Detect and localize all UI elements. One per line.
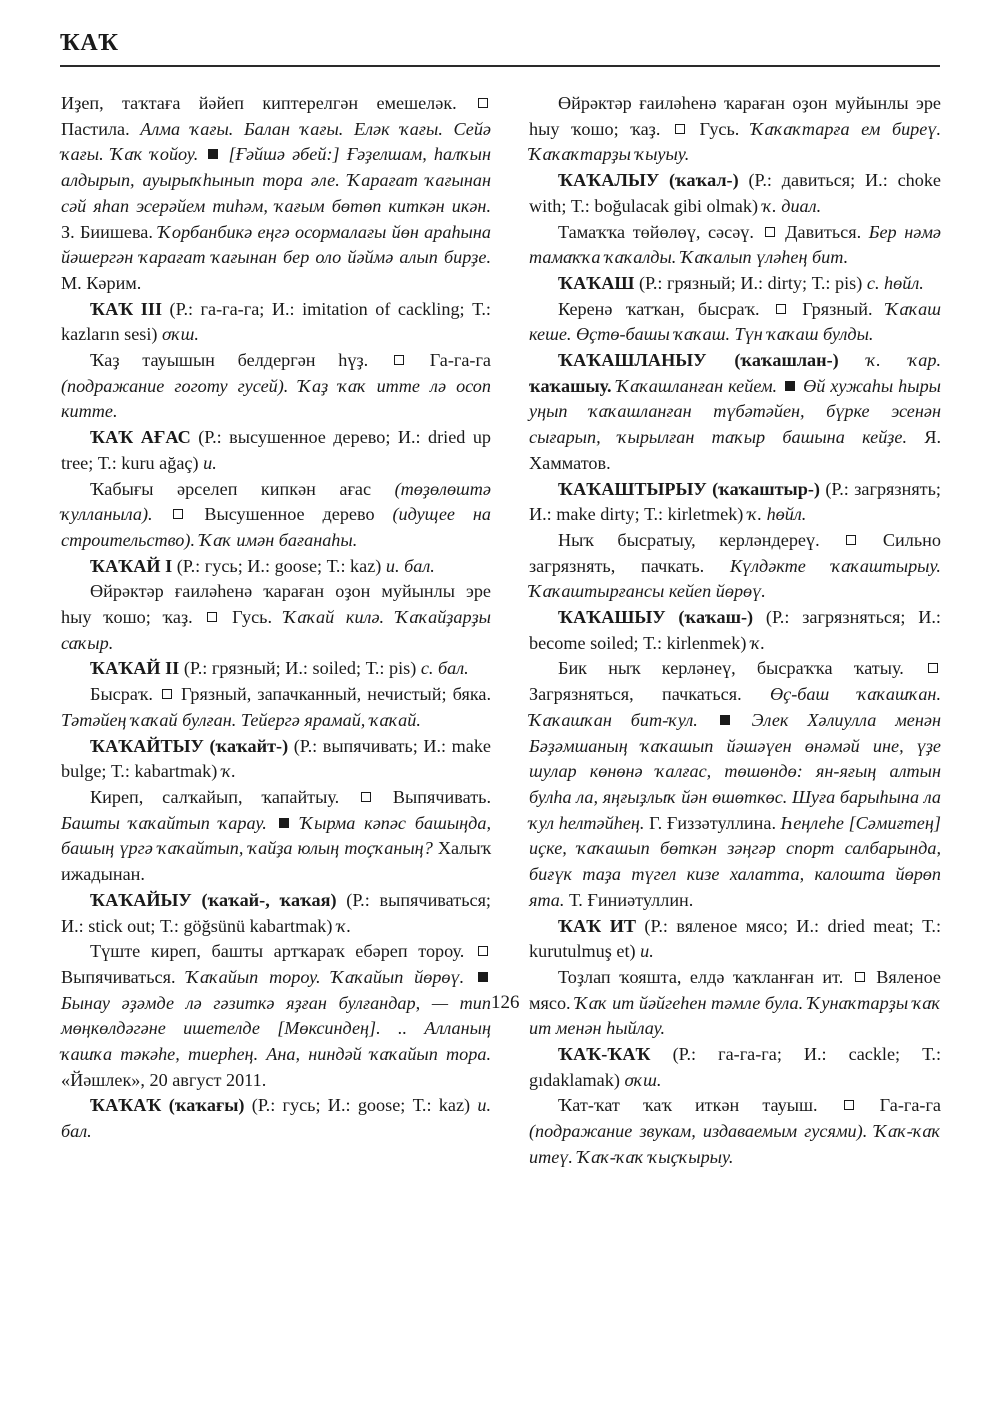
headword: ҠАҠАЛЫУ (ҡаҡал-)	[558, 170, 739, 191]
text: (Р.: га-га-га; И.: imitation of cackling; Т.: kazların sesi)	[61, 298, 491, 345]
italic-text: Ҡаҡашланған кейем.	[611, 375, 783, 396]
text: Га-га-га	[856, 1095, 941, 1116]
text: (Р.: грязный; И.: dirty; Т.: pis)	[634, 272, 867, 293]
page-number: 126	[491, 992, 520, 1013]
headword: ҠАҠ ИТ	[558, 915, 636, 936]
text: Түште киреп, башты артҡараҡ ебәреп тороу.	[90, 941, 475, 962]
text: (Р.: гусь; И.: goose; Т.: kaz)	[172, 555, 386, 576]
open-square-icon	[765, 227, 775, 237]
text: Выпячивать.	[374, 786, 491, 807]
definition-paragraph	[61, 682, 491, 733]
italic-text: и. бал.	[385, 555, 435, 576]
text: Сильно загрязнять, пачкать.	[529, 529, 941, 576]
definition-paragraph	[529, 528, 941, 605]
headword: ҠАҠАШ	[558, 272, 635, 293]
definition-paragraph	[529, 1093, 941, 1170]
text: Вяленое мясо.	[529, 966, 941, 1013]
dictionary-entry-head	[61, 734, 491, 785]
definition-paragraph	[529, 297, 941, 348]
italic-text: с. һөйл.	[866, 272, 924, 293]
headword: ҠАҠАШЛАНЫУ (ҡаҡашлан-)	[558, 350, 839, 371]
definition-paragraph	[529, 220, 941, 271]
definition-paragraph	[61, 785, 491, 888]
dictionary-entry-head	[61, 554, 491, 580]
text: Г. Ғиззәтуллина.	[644, 812, 781, 833]
text: Гусь.	[220, 607, 284, 628]
open-square-icon	[162, 689, 172, 699]
dictionary-entry-head	[529, 605, 941, 656]
definition-paragraph	[529, 656, 941, 913]
text: Бысраҡ.	[90, 684, 159, 705]
text: Загрязняться, пачкаться.	[529, 684, 771, 705]
text: Давиться.	[777, 221, 869, 242]
filled-square-icon	[279, 818, 289, 828]
italic-text: (подражание звукам, издаваемым гусями). Ҡаҡ-ҡаҡ итеү. Ҡаҡ-ҡаҡ ҡыҫҡырыу.	[529, 1121, 941, 1167]
italic-text: оҡш.	[162, 324, 199, 345]
italic-text: Өҫ-баш ҡаҡашҡан. Ҡаҡашҡан бит-ҡул.	[529, 684, 941, 730]
italic-text: ҡ.	[337, 915, 352, 936]
text	[153, 504, 171, 524]
headword: ҠАҠ III	[90, 298, 163, 319]
dictionary-entry-head	[529, 348, 941, 477]
text: М. Кәрим.	[61, 272, 142, 293]
dictionary-entry-head	[529, 477, 941, 528]
running-head: ҠАҠ	[60, 30, 119, 56]
text: Высушенное дерево	[186, 504, 393, 525]
text: Ҡат-ҡат ҡаҡ иткән тауыш.	[558, 1095, 841, 1116]
text: (Р.: выпячивать; И.: make bulge; Т.: kabartmak)	[61, 735, 491, 782]
italic-text: Ҡаҡаҡтарға ем биреү. Ҡаҡаҡтарҙы ҡыуыу.	[529, 118, 941, 165]
italic-text: Ҡаҡ ит йәйгеһен тәмле була. Ҡунаҡтарҙы ҡаҡ ит менән һыйлау.	[529, 992, 941, 1039]
text: Бик ныҡ керләнеү, бысраҡҡа ҡатыу.	[558, 658, 925, 679]
definition-paragraph	[61, 939, 491, 1093]
open-square-icon	[173, 509, 183, 519]
text: Га-га-га	[406, 350, 492, 371]
text: Выпячиваться.	[61, 966, 187, 987]
text: Грязный.	[788, 298, 886, 319]
italic-text: и. бал.	[61, 1095, 492, 1142]
italic-text: ҡ. ҡар.	[838, 350, 942, 371]
text: Өйрәктәр ғаиләһенә ҡараған оҙон муйынлы эре һыу ҡошо; ҡаҙ.	[61, 581, 491, 628]
text: Грязный, запачканный, нечистый; бяка.	[174, 684, 491, 705]
definition-paragraph	[529, 965, 941, 1042]
text: Гусь.	[687, 118, 751, 139]
italic-text: и.	[640, 941, 654, 962]
open-square-icon	[844, 1100, 854, 1110]
header-rule	[60, 65, 940, 67]
filled-square-icon	[478, 972, 488, 982]
headword: ҠАҠАЙ II	[90, 658, 180, 679]
open-square-icon	[361, 792, 371, 802]
headword: ҠАҠАЙЫУ (ҡаҡай-, ҡаҡая)	[90, 889, 337, 910]
text: Ҡаҙ тауышын белдергән һүҙ.	[90, 350, 391, 371]
text: «Йәшлек», 20 август 2011.	[61, 1069, 267, 1090]
definition-paragraph	[529, 91, 941, 168]
italic-text: Тәтәйең ҡаҡай булған. Тейергә ярамай, ҡаҡай.	[61, 709, 421, 730]
italic-text: Ҡаҡайып тороу. Ҡаҡайып йөрөү.	[186, 966, 475, 987]
filled-square-icon	[720, 715, 730, 725]
italic-text: ҡ. диал.	[762, 195, 822, 216]
text: (Р.: выпячиваться; И.: stick out; Т.: göğsünü kabartmak)	[61, 889, 491, 936]
italic-text: Ҡаҡаш кеше. Өҫтө-башы ҡаҡаш. Түн ҡаҡаш булды.	[529, 298, 941, 345]
text: Киреп, салҡайып, ҡапайтыу.	[90, 786, 359, 807]
left-column	[61, 91, 491, 1145]
open-square-icon	[394, 355, 404, 365]
italic-text: ҡ.	[221, 761, 236, 782]
open-square-icon	[855, 972, 865, 982]
definition-paragraph	[61, 579, 491, 656]
definition-paragraph	[61, 348, 491, 425]
filled-square-icon	[785, 381, 795, 391]
headword: ҠАҠАЙТЫУ (ҡаҡайт-)	[90, 735, 289, 756]
open-square-icon	[928, 663, 938, 673]
headword: ҠАҠАҠ (ҡаҡағы)	[90, 1095, 245, 1116]
text: Өйрәктәр ғаиләһенә ҡараған оҙон муйынлы эре һыу ҡошо; ҡаҙ.	[529, 93, 941, 139]
headword: ҠАҠАШТЫРЫУ (ҡаҡаштыр-)	[558, 478, 820, 499]
text: (Р.: га-га-га; И.: cackle; Т.: gıdaklamak)	[529, 1044, 941, 1090]
text: Тамаҡҡа төйөлөү, сәсәү.	[558, 221, 762, 242]
dictionary-entry-head	[61, 1093, 491, 1144]
text: Я. Хамматов.	[529, 427, 941, 473]
text: (Р.: загрязняться; И.: become soiled; Т.: kirlenmek)	[529, 607, 941, 653]
text: Керенә ҡатҡан, бысраҡ.	[558, 298, 773, 319]
dictionary-entry-head	[529, 271, 941, 297]
dictionary-entry-head	[61, 425, 491, 476]
text: (Р.: давиться; И.: choke with; Т.: boğulacak gibi olmak)	[529, 170, 941, 216]
headword: ҠАҠАШЫУ (ҡаҡаш-)	[558, 607, 754, 628]
definition-paragraph	[61, 477, 491, 554]
dictionary-entry-head	[529, 168, 941, 219]
dictionary-entry-head	[61, 888, 491, 939]
italic-text: [Ғәйшә әбей:] Ғәҙелшам, һалҡын алдырып, ауырыҡһынып тора әле. Ҡарағат ҡағынан сәй яһап эсерәйем тиһәм, ҡағым бөтөп киткән икән.	[61, 144, 491, 216]
italic-text: ҡ. һөйл.	[747, 504, 807, 525]
italic-text: Ҡырма кәпәс башыңда, башың үргә ҡаҡайтып, ҡайҙа юлың тоҫҡаның?	[61, 812, 491, 859]
italic-text: (төҙөлөштә ҡулланыла).	[61, 478, 491, 525]
italic-text: Ҡаҡай килә. Ҡаҡайҙарҙы саҡыр.	[61, 607, 491, 653]
text: (Р.: загрязнять; И.: make dirty; Т.: kirletmek)	[529, 478, 941, 525]
right-column	[529, 91, 941, 1171]
text: Пастила.	[61, 118, 141, 139]
text: (Р.: высушенное дерево; И.: dried up tree; Т.: kuru ağaç)	[61, 427, 492, 473]
italic-text: оҡш.	[624, 1069, 662, 1090]
text: Тоҙлап ҡояшта, елдә ҡаҡланған ит.	[558, 966, 852, 987]
italic-text: Бынау әҙәмде лә гәзиткә яҙған булғандар, — тип мөңкөлдәгәне ишетелде [Мөксиндең]. .. Алланың ҡашҡа тәкәһе, тиерһең. Ана, ниндәй ҡаҡайып тора.	[61, 992, 491, 1065]
text: (Р.: грязный; И.: soiled; Т.: pis)	[179, 658, 421, 679]
text: (Р.: вяленое мясо; И.: dried meat; Т.: kurutulmuş et)	[529, 915, 941, 962]
dictionary-entry-head	[61, 297, 491, 348]
text: Иҙеп, таҡтаға йәйеп киптерелгән емешеләк.	[61, 93, 475, 113]
italic-text: Өй хужаһы һыры уңып ҡаҡашланған түбәтәйен, бүрке эсенән сығарып, ҡырылған таҡыр башына кейҙе.	[529, 375, 941, 448]
definition-paragraph	[61, 91, 491, 297]
headword: ҠАҠАЙ I	[90, 555, 173, 576]
open-square-icon	[478, 946, 488, 956]
open-square-icon	[846, 535, 856, 545]
italic-text: (подражание гоготу гусей). Ҡаҙ ҡаҡ итте лә осоп китте.	[61, 375, 491, 422]
text: Т. Ғиниәтуллин.	[564, 889, 694, 910]
italic-text: (идущее на строительство). Ҡаҡ имән бағанаһы.	[61, 504, 492, 550]
dictionary-entry-head	[529, 914, 941, 965]
text: З. Биишева.	[61, 221, 159, 242]
italic-text: с. бал.	[420, 658, 469, 679]
text: Халыҡ ижадынан.	[61, 838, 491, 885]
headword: ҠАҠ-ҠАҠ	[558, 1044, 651, 1065]
italic-text: Алма ҡағы. Балан ҡағы. Еләк ҡағы. Сейә ҡағы. Ҡаҡ ҡойоу.	[61, 118, 491, 165]
italic-text: Башты ҡаҡайтып ҡарау.	[61, 812, 276, 833]
italic-text: Һеңлеһе [Сәмиғтең] иҫке, ҡаҡашып бөткән зәңгәр спорт салбарында, биғүк таҙа түгел кизе халатта, калошта йөрөп ята.	[529, 812, 941, 910]
italic-text: ҡ.	[750, 632, 766, 653]
italic-text: Бер нәмә тамаҡҡа ҡаҡалды. Ҡаҡалып үләһең бит.	[529, 221, 941, 268]
open-square-icon	[478, 98, 488, 108]
text: (Р.: гусь; И.: goose; Т.: kaz)	[244, 1095, 478, 1116]
filled-square-icon	[208, 149, 218, 159]
open-square-icon	[207, 612, 217, 622]
dictionary-entry-head	[529, 1042, 941, 1093]
italic-text: и.	[203, 452, 217, 473]
italic-text: Күлдәкте ҡаҡаштырыу. Ҡаҡаштырғансы кейеп йөрөү.	[529, 555, 941, 602]
dictionary-entry-head	[61, 656, 491, 682]
open-square-icon	[776, 304, 786, 314]
headword: ҠАҠ АҒАС	[90, 427, 191, 448]
text: Ныҡ бысратыу, керләндереү.	[558, 529, 844, 550]
italic-text: Ҡорбанбикә еңгә осормалағы йөн араһына йәшергән ҡарағат ҡағынан бер оло йәймә алып бирҙе.	[61, 221, 491, 268]
italic-text: Элек Хәлиулла менән Бәҙәмшаның ҡаҡашып йәшәүен өнәмәй ине, үҙе шулар көнөнә ҡалғас, төшөндө: ян-яғың алтын булһа ла, яңғыҙлыҡ йән өшөткөс. Шуға барыһына ла ҡул һелтәйһең.	[529, 709, 941, 833]
headword: ҡаҡашыу.	[529, 375, 612, 396]
text: Ҡабығы әрселеп кипкән ағас	[90, 478, 395, 499]
open-square-icon	[675, 124, 685, 134]
